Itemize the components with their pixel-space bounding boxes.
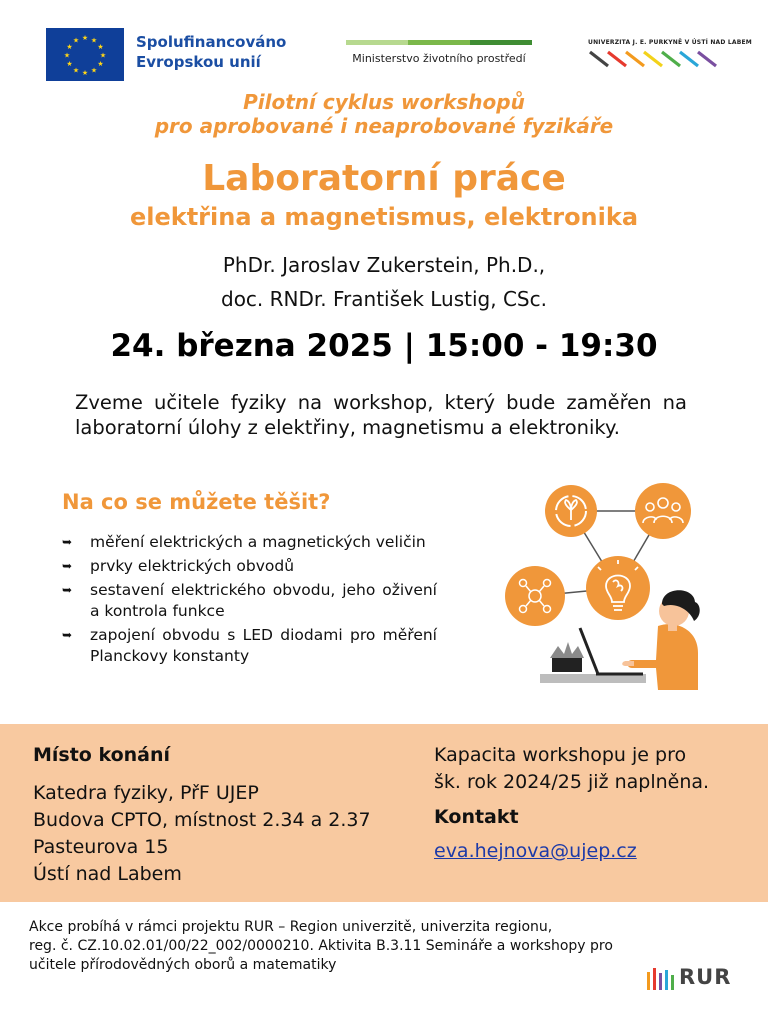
list-item: ➥ sestavení elektrického obvodu, jeho oživení a kontrola funkce [62,581,437,620]
workshop-illustration [498,478,738,698]
svg-text:★: ★ [81,34,89,42]
contact-email-link[interactable]: eva.hejnova@ujep.cz [434,840,637,862]
svg-text:★: ★ [99,51,107,60]
svg-text:★: ★ [72,66,80,75]
page-title-topic: elektřina a magnetismus, elektronika [129,203,639,231]
team-network-icon [505,566,565,626]
event-datetime: 24. března 2025 | 15:00 - 19:30 [110,328,658,364]
svg-text:★: ★ [66,60,73,68]
series-subtitle: Pilotní cyklus workshopů pro aprobované i neaprobované fyzikáře [154,90,614,138]
svg-text:★: ★ [66,43,73,51]
svg-text:★: ★ [81,69,89,77]
group-icon [635,483,691,539]
capacity-note: Kapacita workshopu je pro šk. rok 2024/25 již naplněna. [434,744,710,793]
university-logo-text: UNIVERZITA J. E. PURKYNĚ V ÚSTÍ NAD LABEM [588,39,752,46]
list-item: ➥ prvky elektrických obvodů [62,557,295,575]
svg-text:★: ★ [97,60,104,68]
svg-text:★: ★ [63,51,71,60]
university-logo-stripes [588,48,720,70]
rur-logo [645,964,735,994]
page-title: Laboratorní práce [202,158,566,199]
presenter-1: PhDr. Jaroslav Zukerstein, Ph.D., [222,253,546,277]
list-item: ➥ zapojení obvodu s LED diodami pro měření Planckovy konstanty [62,626,437,665]
ministry-logo-bars [346,40,532,45]
benefits-list [62,532,437,670]
plant-cycle-icon [545,485,597,537]
plant-pot-icon [550,642,584,672]
intro-paragraph: Zveme učitele fyziky na workshop, který bude zaměřen na laboratorní úlohy z elektřiny, magnetismu a elektroniky. [75,391,687,439]
svg-text:★: ★ [90,66,98,75]
arrow-bullet-icon: ➥ [62,535,73,549]
eu-cofinanced-text: Spolufinancováno Evropskou unií [136,33,287,71]
svg-text:★: ★ [90,36,98,45]
venue-heading: Místo konání [33,744,171,766]
svg-text:★: ★ [72,36,80,45]
ministry-logo-text: Ministerstvo životního prostředí [352,52,526,65]
lightbulb-brain-icon [586,556,650,620]
contact-heading: Kontakt [434,806,519,828]
arrow-bullet-icon: ➥ [62,559,73,573]
rur-logo-text: RUR [679,965,732,989]
benefits-heading: Na co se můžete těšit? [62,490,331,514]
list-item: ➥ měření elektrických a magnetických veličin [62,533,426,551]
svg-text:★: ★ [97,43,104,51]
project-footer: Akce probíhá v rámci projektu RUR – Region univerzitě, univerzita regionu, reg. č. CZ.10.02.01/00/22_002/0000210. Aktivita B.3.11 Semináře a workshopy pro učitele přírodovědných oborů a matematiky [29,919,613,973]
eu-flag-logo [46,28,124,81]
arrow-bullet-icon: ➥ [62,628,73,642]
venue-address: Katedra fyziky, PřF UJEP Budova CPTO, místnost 2.34 a 2.37 Pasteurova 15 Ústí nad Labem [33,782,371,885]
arrow-bullet-icon: ➥ [62,583,73,597]
presenter-2: doc. RNDr. František Lustig, CSc. [221,287,547,311]
